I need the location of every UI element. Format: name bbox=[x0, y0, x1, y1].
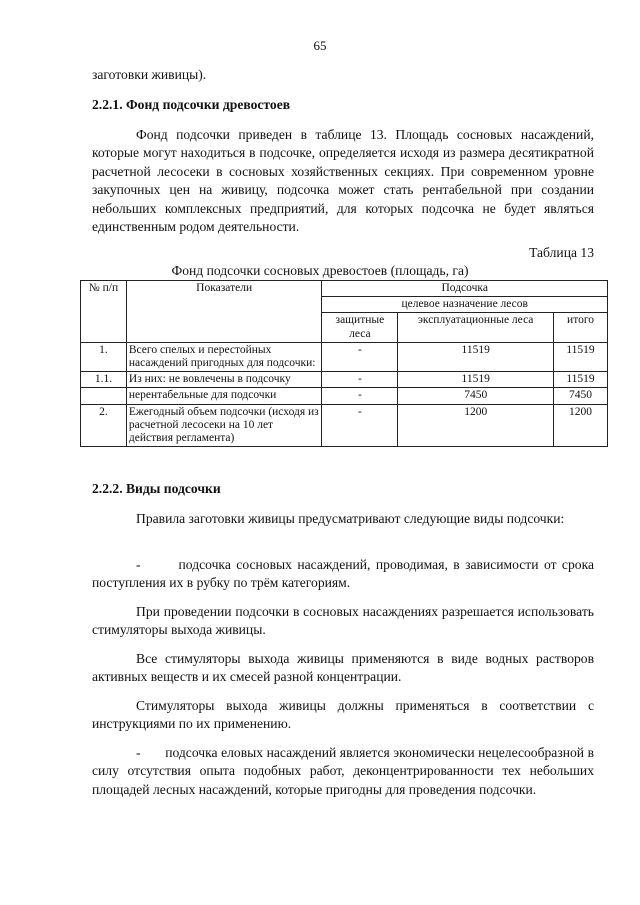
header-indicators: Показатели bbox=[126, 281, 322, 343]
page-number: 65 bbox=[313, 38, 327, 53]
row-name: Всего спелых и перестойных насаждений пригодных для подсочки: bbox=[126, 342, 322, 371]
table-row bbox=[81, 342, 608, 371]
row-exploitation: 1200 bbox=[398, 404, 554, 447]
row-protective: - bbox=[322, 372, 398, 388]
header-num: № п/п bbox=[81, 281, 127, 343]
row-exploitation: 7450 bbox=[398, 388, 554, 404]
row-num: 1.1. bbox=[81, 372, 127, 388]
header-total: итого bbox=[554, 313, 608, 342]
row-total: 11519 bbox=[554, 372, 608, 388]
row-total: 11519 bbox=[554, 342, 608, 371]
row-exploitation: 11519 bbox=[398, 342, 554, 371]
header-protective: защитные леса bbox=[322, 313, 398, 342]
types-list-item-2: - подсочка еловых насаждений является экономически нецелесообразной в силу отсутствия опыта подобных работ, деконцентрированности тех небольших площадей лесных насаждений, которые пригодны для проведения подсочки. bbox=[92, 745, 598, 797]
row-protective: - bbox=[322, 388, 398, 404]
row-protective: - bbox=[322, 342, 398, 371]
header-tapping: Подсочка bbox=[322, 281, 608, 297]
row-total: 1200 bbox=[554, 404, 608, 447]
intro-line: заготовки живицы). bbox=[92, 67, 207, 82]
row-num: 2. bbox=[81, 404, 127, 447]
row-exploitation: 11519 bbox=[398, 372, 554, 388]
table-title: Фонд подсочки сосновых древостоев (площадь, га) bbox=[171, 263, 469, 278]
table-header-row bbox=[81, 281, 608, 297]
row-total: 7450 bbox=[554, 388, 608, 404]
row-protective: - bbox=[322, 404, 398, 447]
types-paragraph-1: Правила заготовки живицы предусматривают следующие виды подсочки: bbox=[136, 511, 565, 526]
types-paragraph-4: Стимуляторы выхода живицы должны применяться в соответствии с инструкциями по их применению. bbox=[92, 698, 594, 732]
row-num bbox=[81, 388, 127, 404]
fund-paragraph: Фонд подсочки приведен в таблице 13. Площадь сосновых насаждений, которые могут находиться в подсочке, определяется исходя из размера десятикратной расчетной лесосеки в сосновых хозяйственных секциях. При современном уровне закупочных цен на живицу, подсочка может стать рентабельной при создании небольших комплексных предприятий, для которых подсочка не будет являться единственным родом деятельности. bbox=[92, 127, 594, 235]
header-exploitation: эксплуатационные леса bbox=[398, 313, 554, 342]
types-paragraph-2: При проведении подсочки в сосновых насаждениях разрешается использовать стимуляторы выхода живицы. bbox=[92, 604, 594, 638]
table-row bbox=[81, 388, 608, 404]
types-list-item-1: - подсочка сосновых насаждений, проводимая, в зависимости от срока поступления их в рубку по трём категориям. bbox=[92, 557, 598, 591]
row-name: Ежегодный объем подсочки (исходя из расчетной лесосеки на 10 лет действия регламента) bbox=[126, 404, 322, 447]
table-row bbox=[81, 372, 608, 388]
header-purpose: целевое назначение лесов bbox=[322, 297, 608, 313]
section-heading-fund: 2.2.1. Фонд подсочки древостоев bbox=[92, 97, 291, 112]
row-num: 1. bbox=[81, 342, 127, 371]
table-row bbox=[81, 404, 608, 447]
row-name: нерентабельные для подсочки bbox=[126, 388, 322, 404]
types-paragraph-3: Все стимуляторы выхода живицы применяются в виде водных растворов активных веществ и их смесей разной концентрации. bbox=[92, 651, 594, 685]
row-name: Из них: не вовлечены в подсочку bbox=[126, 372, 322, 388]
fund-table bbox=[80, 280, 608, 447]
section-heading-types: 2.2.2. Виды подсочки bbox=[92, 481, 221, 496]
table-label: Таблица 13 bbox=[529, 245, 594, 260]
